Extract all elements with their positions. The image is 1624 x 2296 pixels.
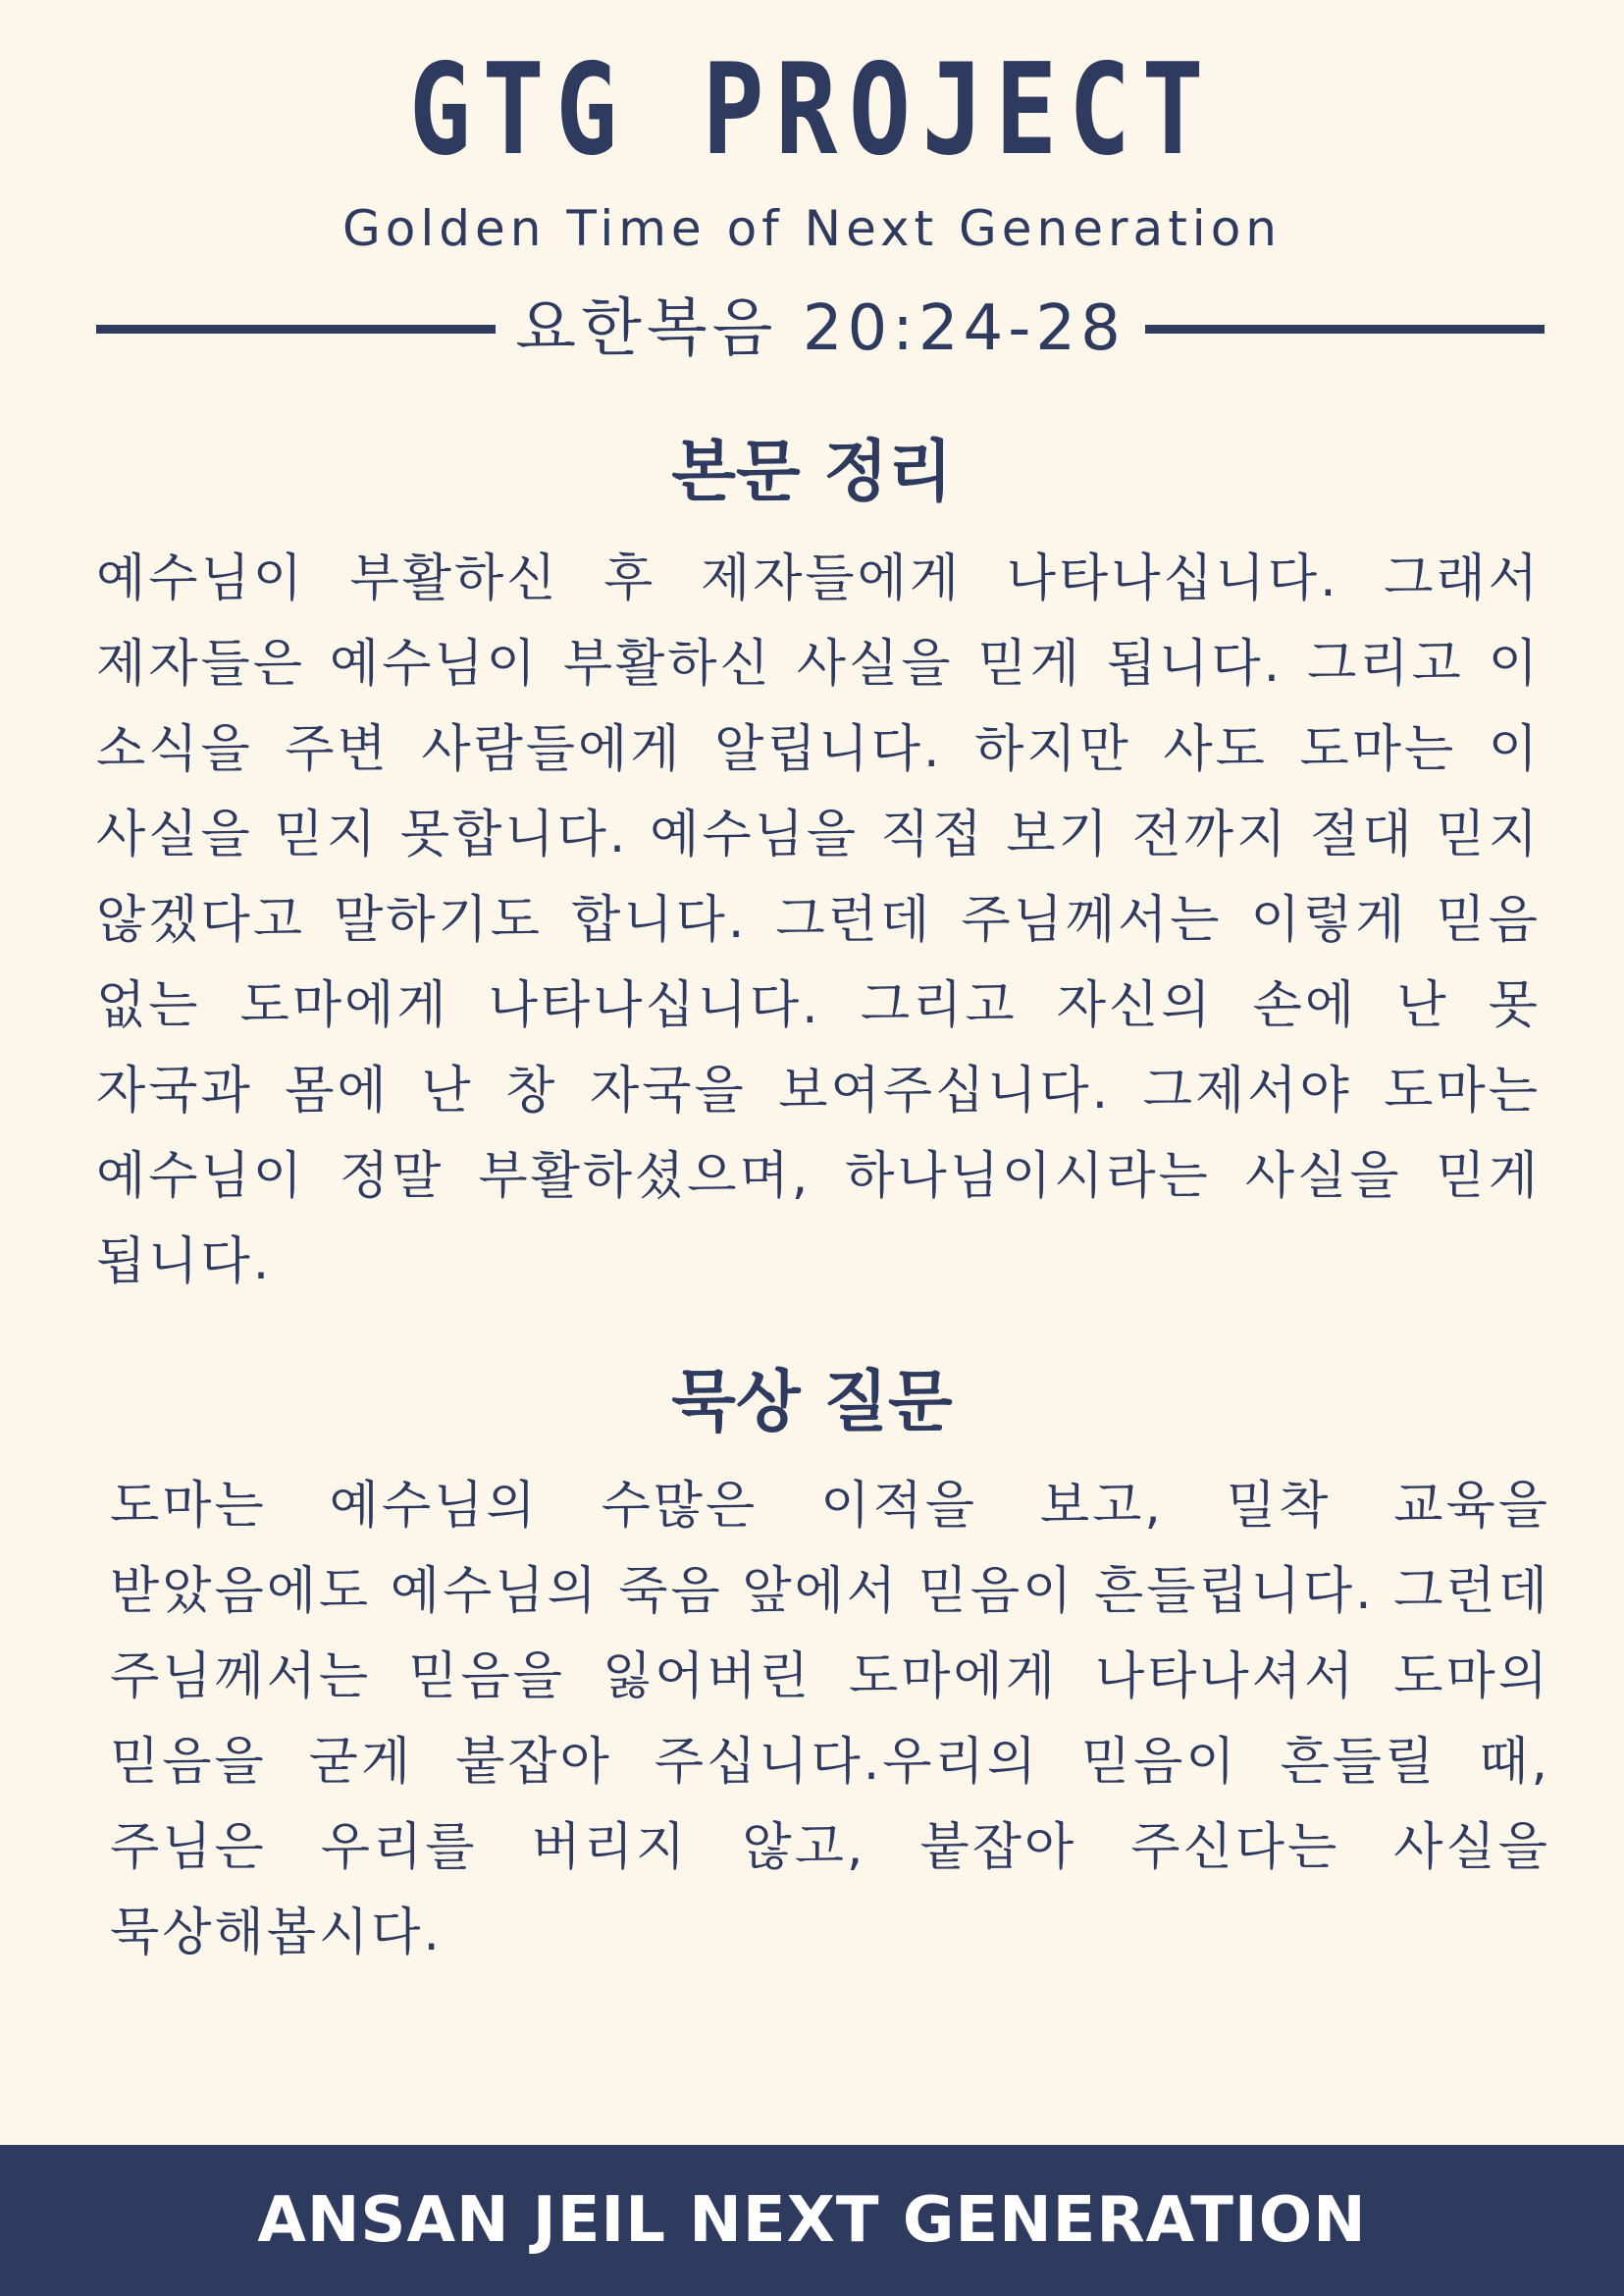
summary-heading: 본문 정리 — [671, 434, 953, 511]
left-divider-line — [96, 325, 496, 334]
footer-banner — [0, 2145, 1624, 2296]
summary-body: 예수님이 부활하신 후 제자들에게 나타나십니다. 그래서 제자들은 예수님이 부활하신 사실을 믿게 됩니다. 그리고 이 소식을 주변 사람들에게 알립니다. 하지만 사도 도마는 이 사실을 믿지 못합니다. 예수님을 직접 보기 전까지 절대 믿지 않겠다고 말하기도 합니다. 그런데 주님께서는 이렇게 믿음 없는 도마에게 나타나십니다. 그리고 자신의 손에 난 못 자국과 몸에 난 창 자국을 보여주십니다. 그제서야 도마는 예수님이 정말 부활하셨으며, 하나님이시라는 사실을 믿게 됩니다. — [96, 549, 1541, 1291]
page-title: GTG PROJECT — [408, 37, 1216, 183]
page-subtitle: Golden Time of Next Generation — [342, 200, 1282, 257]
footer-text: ANSAN JEIL NEXT GENERATION — [257, 2184, 1367, 2257]
meditation-question-heading: 묵상 질문 — [671, 1364, 953, 1441]
verse-reference: 요한복음 20:24-28 — [515, 292, 1126, 365]
meditation-question-body: 도마는 예수님의 수많은 이적을 보고, 밀착 교육을 받았음에도 예수님의 죽음 앞에서 믿음이 흔들립니다. 그런데 주님께서는 믿음을 잃어버린 도마에게 나타나셔서 도마의 믿음을 굳게 붙잡아 주십니다.우리의 믿음이 흔들릴 때, 주님은 우리를 버리지 않고, 붙잡아 주신다는 사실을 묵상해봅시다. — [110, 1477, 1550, 1962]
verse-reference-row — [96, 285, 1545, 373]
right-divider-line — [1145, 325, 1545, 334]
